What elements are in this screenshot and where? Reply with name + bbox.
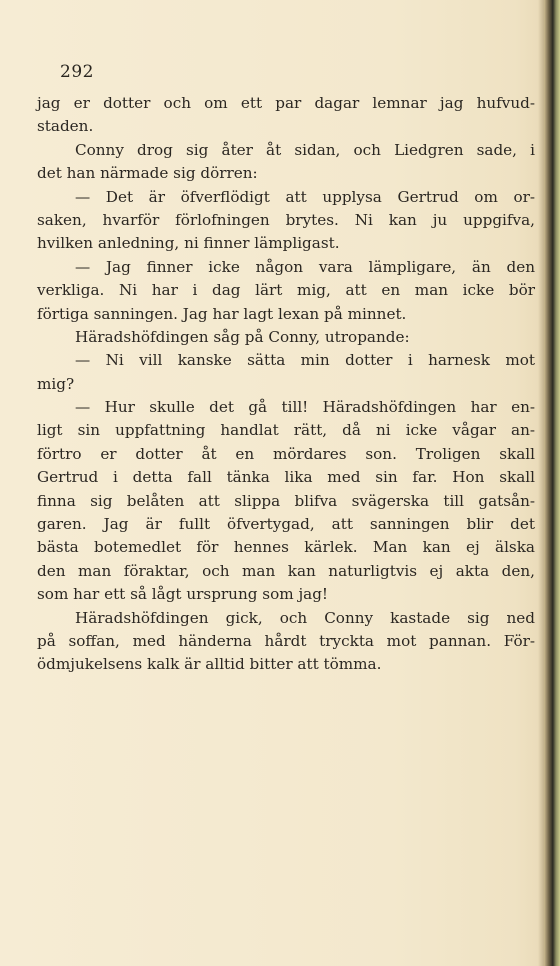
text-line: finna sig belåten att slippa blifva svägerska till gatsån- [37,491,535,510]
text-line: förtiga sanningen. Jag har lagt lexan på minnet. [37,304,407,323]
text-line: Häradshöfdingen gick, och Conny kastade sig ned [75,608,535,627]
text-line: — Det är öfverflödigt att upplysa Gertrud om or- [75,187,535,206]
text-line: det han närmade sig dörren: [37,164,258,183]
text-line: förtro er dotter åt en mördares son. Troligen skall [37,444,535,463]
text-line: på soffan, med händerna hårdt tryckta mot pannan. För- [37,631,535,650]
text-line: verkliga. Ni har i dag lärt mig, att en man icke bör [37,281,535,300]
text-line: Conny drog sig åter åt sidan, och Liedgren sade, i [75,140,535,159]
page-edge [544,0,560,966]
text-line: saken, hvarför förlofningen brytes. Ni kan ju uppgifva, [37,210,535,229]
text-line: — Hur skulle det gå till! Häradshöfdingen har en- [75,398,535,417]
text-line: bästa botemedlet för hennes kärlek. Man kan ej älska [37,538,535,557]
text-line: — Ni vill kanske sätta min dotter i harnesk mot [75,351,535,370]
text-line: mig? [37,374,75,393]
text-line: hvilken anledning, ni finner lämpligast. [37,234,340,253]
text-line: den man föraktar, och man kan naturligtvis ej akta den, [37,561,535,580]
text-line: som har ett så lågt ursprung som jag! [37,585,329,604]
text-line: jag er dotter och om ett par dagar lemnar jag hufvud- [37,94,535,112]
body-text [37,92,535,677]
text-line: Gertrud i detta fall tänka lika med sin far. Hon skall [37,468,535,487]
text-line: ödmjukelsens kalk är alltid bitter att tömma. [37,655,382,674]
text-line: garen. Jag är fullt öfvertygad, att sanningen blir det [37,515,535,534]
text-line: ligt sin uppfattning handlat rätt, då ni icke vågar an- [37,421,535,440]
page-number: 292 [60,62,94,82]
text-line: Häradshöfdingen såg på Conny, utropande: [75,327,410,346]
text-line: staden. [37,117,94,136]
text-line: — Jag finner icke någon vara lämpligare, än den [75,257,535,276]
